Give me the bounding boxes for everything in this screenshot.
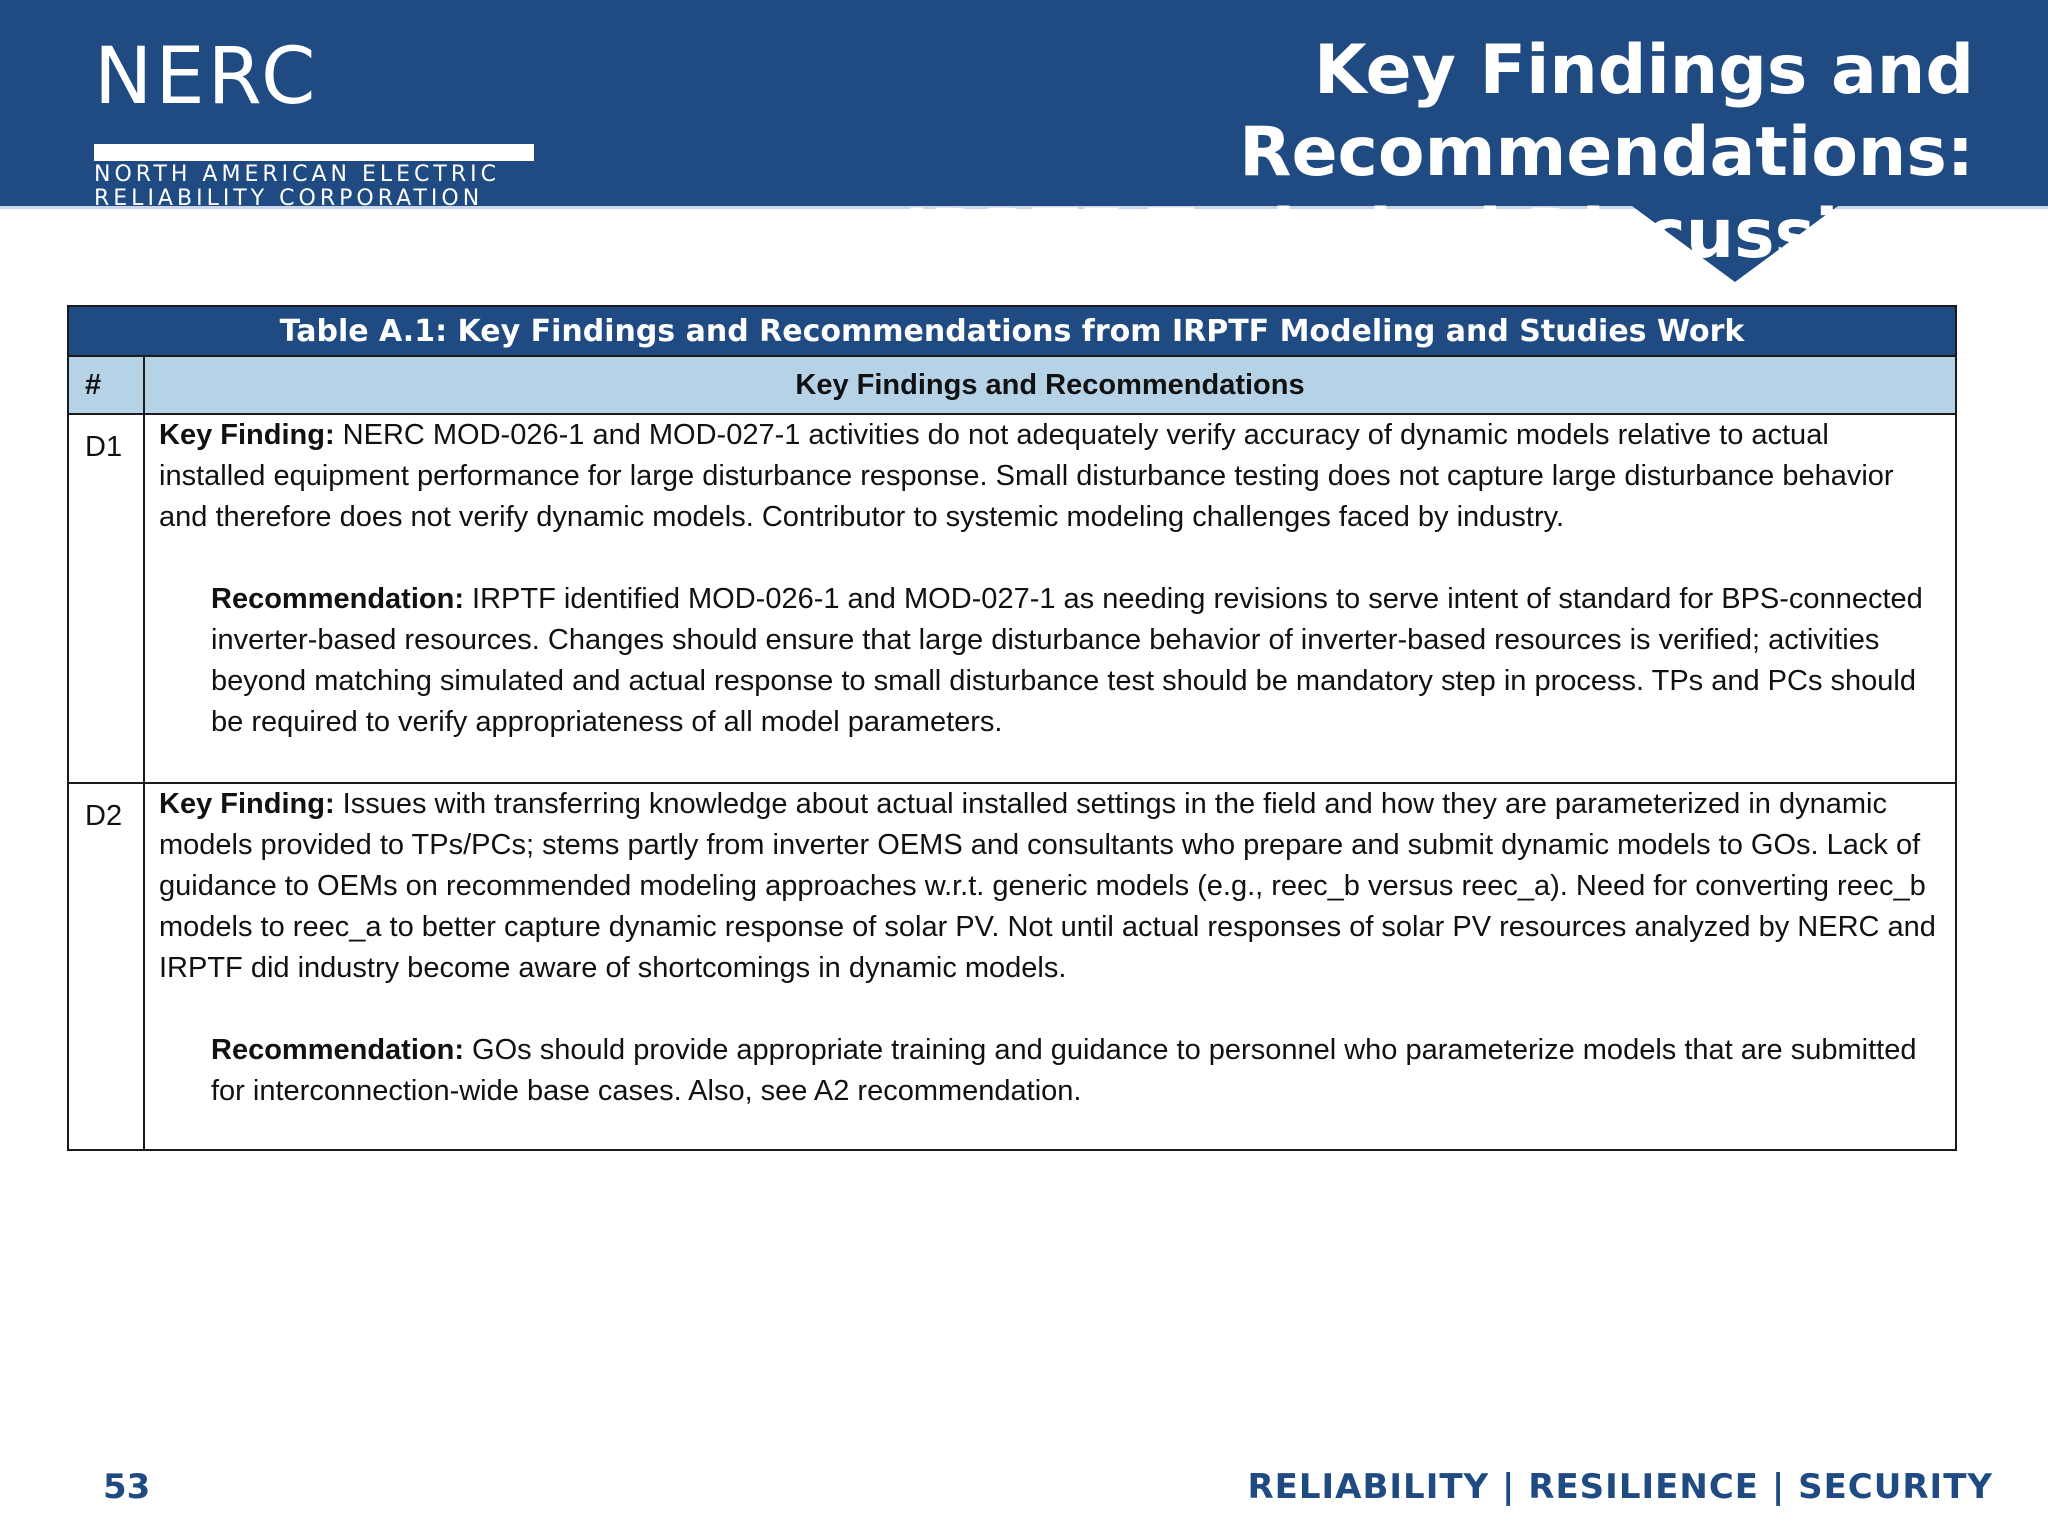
- table-row: [68, 414, 1956, 783]
- table-row: [68, 783, 1956, 1150]
- recommendation-label: Recommendation:: [211, 583, 464, 615]
- nerc-logo: [94, 32, 534, 211]
- page-title: [624, 30, 1974, 276]
- key-finding-label: Key Finding:: [159, 419, 335, 451]
- column-header-findings: Key Findings and Recommendations: [144, 356, 1956, 414]
- page-title-line2: IRPTF Technical Discussions: [904, 195, 1974, 274]
- table-caption-row: [68, 306, 1956, 356]
- key-finding: [159, 784, 1943, 989]
- recommendation-label: Recommendation:: [211, 1034, 464, 1066]
- page-number: 53: [103, 1467, 151, 1507]
- logo-subtitle-line1: NORTH AMERICAN ELECTRIC: [94, 162, 500, 187]
- row-content: [144, 783, 1956, 1150]
- row-id: D1: [68, 414, 144, 783]
- table-header-row: [68, 356, 1956, 414]
- recommendation-text: GOs should provide appropriate training and guidance to personnel who parameterize models that are submitted for interconnection-wide base cases. Also, see A2 recommendation.: [211, 1034, 1917, 1107]
- recommendation: [211, 579, 1943, 743]
- key-finding: [159, 415, 1943, 538]
- key-finding-text: Issues with transferring knowledge about actual installed settings in the field and how they are parameterized in dynamic models provided to TPs/PCs; stems partly from inverter OEMS and consultants who prepare and submit dynamic models to GOs. Lack of guidance to OEMs on recommended modeling approaches w.r.t. generic models (e.g., reec_b versus reec_a). Need for converting reec_b models to reec_a to better capture dynamic response of solar PV. Not until actual responses of solar PV resources analyzed by NERC and IRPTF did industry become aware of shortcomings in dynamic models.: [159, 788, 1936, 984]
- page-title-line1: Key Findings and Recommendations:: [1239, 31, 1974, 192]
- recommendation-text: IRPTF identified MOD-026-1 and MOD-027-1 as needing revisions to serve intent of standard for BPS-connected inverter-based resources. Changes should ensure that large disturbance behavior of inverter-based resources is verified; activities beyond matching simulated and actual response to small disturbance test should be mandatory step in process. TPs and PCs should be required to verify appropriateness of all model parameters.: [211, 583, 1923, 738]
- row-content: [144, 414, 1956, 783]
- findings-table: [67, 305, 1957, 1151]
- logo-underline-bar: [94, 144, 534, 161]
- key-finding-label: Key Finding:: [159, 788, 335, 820]
- row-id: D2: [68, 783, 144, 1150]
- key-finding-text: NERC MOD-026-1 and MOD-027-1 activities do not adequately verify accuracy of dynamic models relative to actual installed equipment performance for large disturbance response. Small disturbance testing does not capture large disturbance behavior and therefore does not verify dynamic models. Contributor to systemic modeling challenges faced by industry.: [159, 419, 1894, 533]
- logo-subtitle-line2: RELIABILITY CORPORATION: [94, 186, 484, 211]
- footer-tagline: RELIABILITY | RESILIENCE | SECURITY: [1247, 1467, 1993, 1507]
- recommendation: [211, 1030, 1943, 1112]
- column-header-number: #: [68, 356, 144, 414]
- table-caption: Table A.1: Key Findings and Recommendations from IRPTF Modeling and Studies Work: [68, 306, 1956, 356]
- logo-wordmark: NERC: [94, 32, 319, 122]
